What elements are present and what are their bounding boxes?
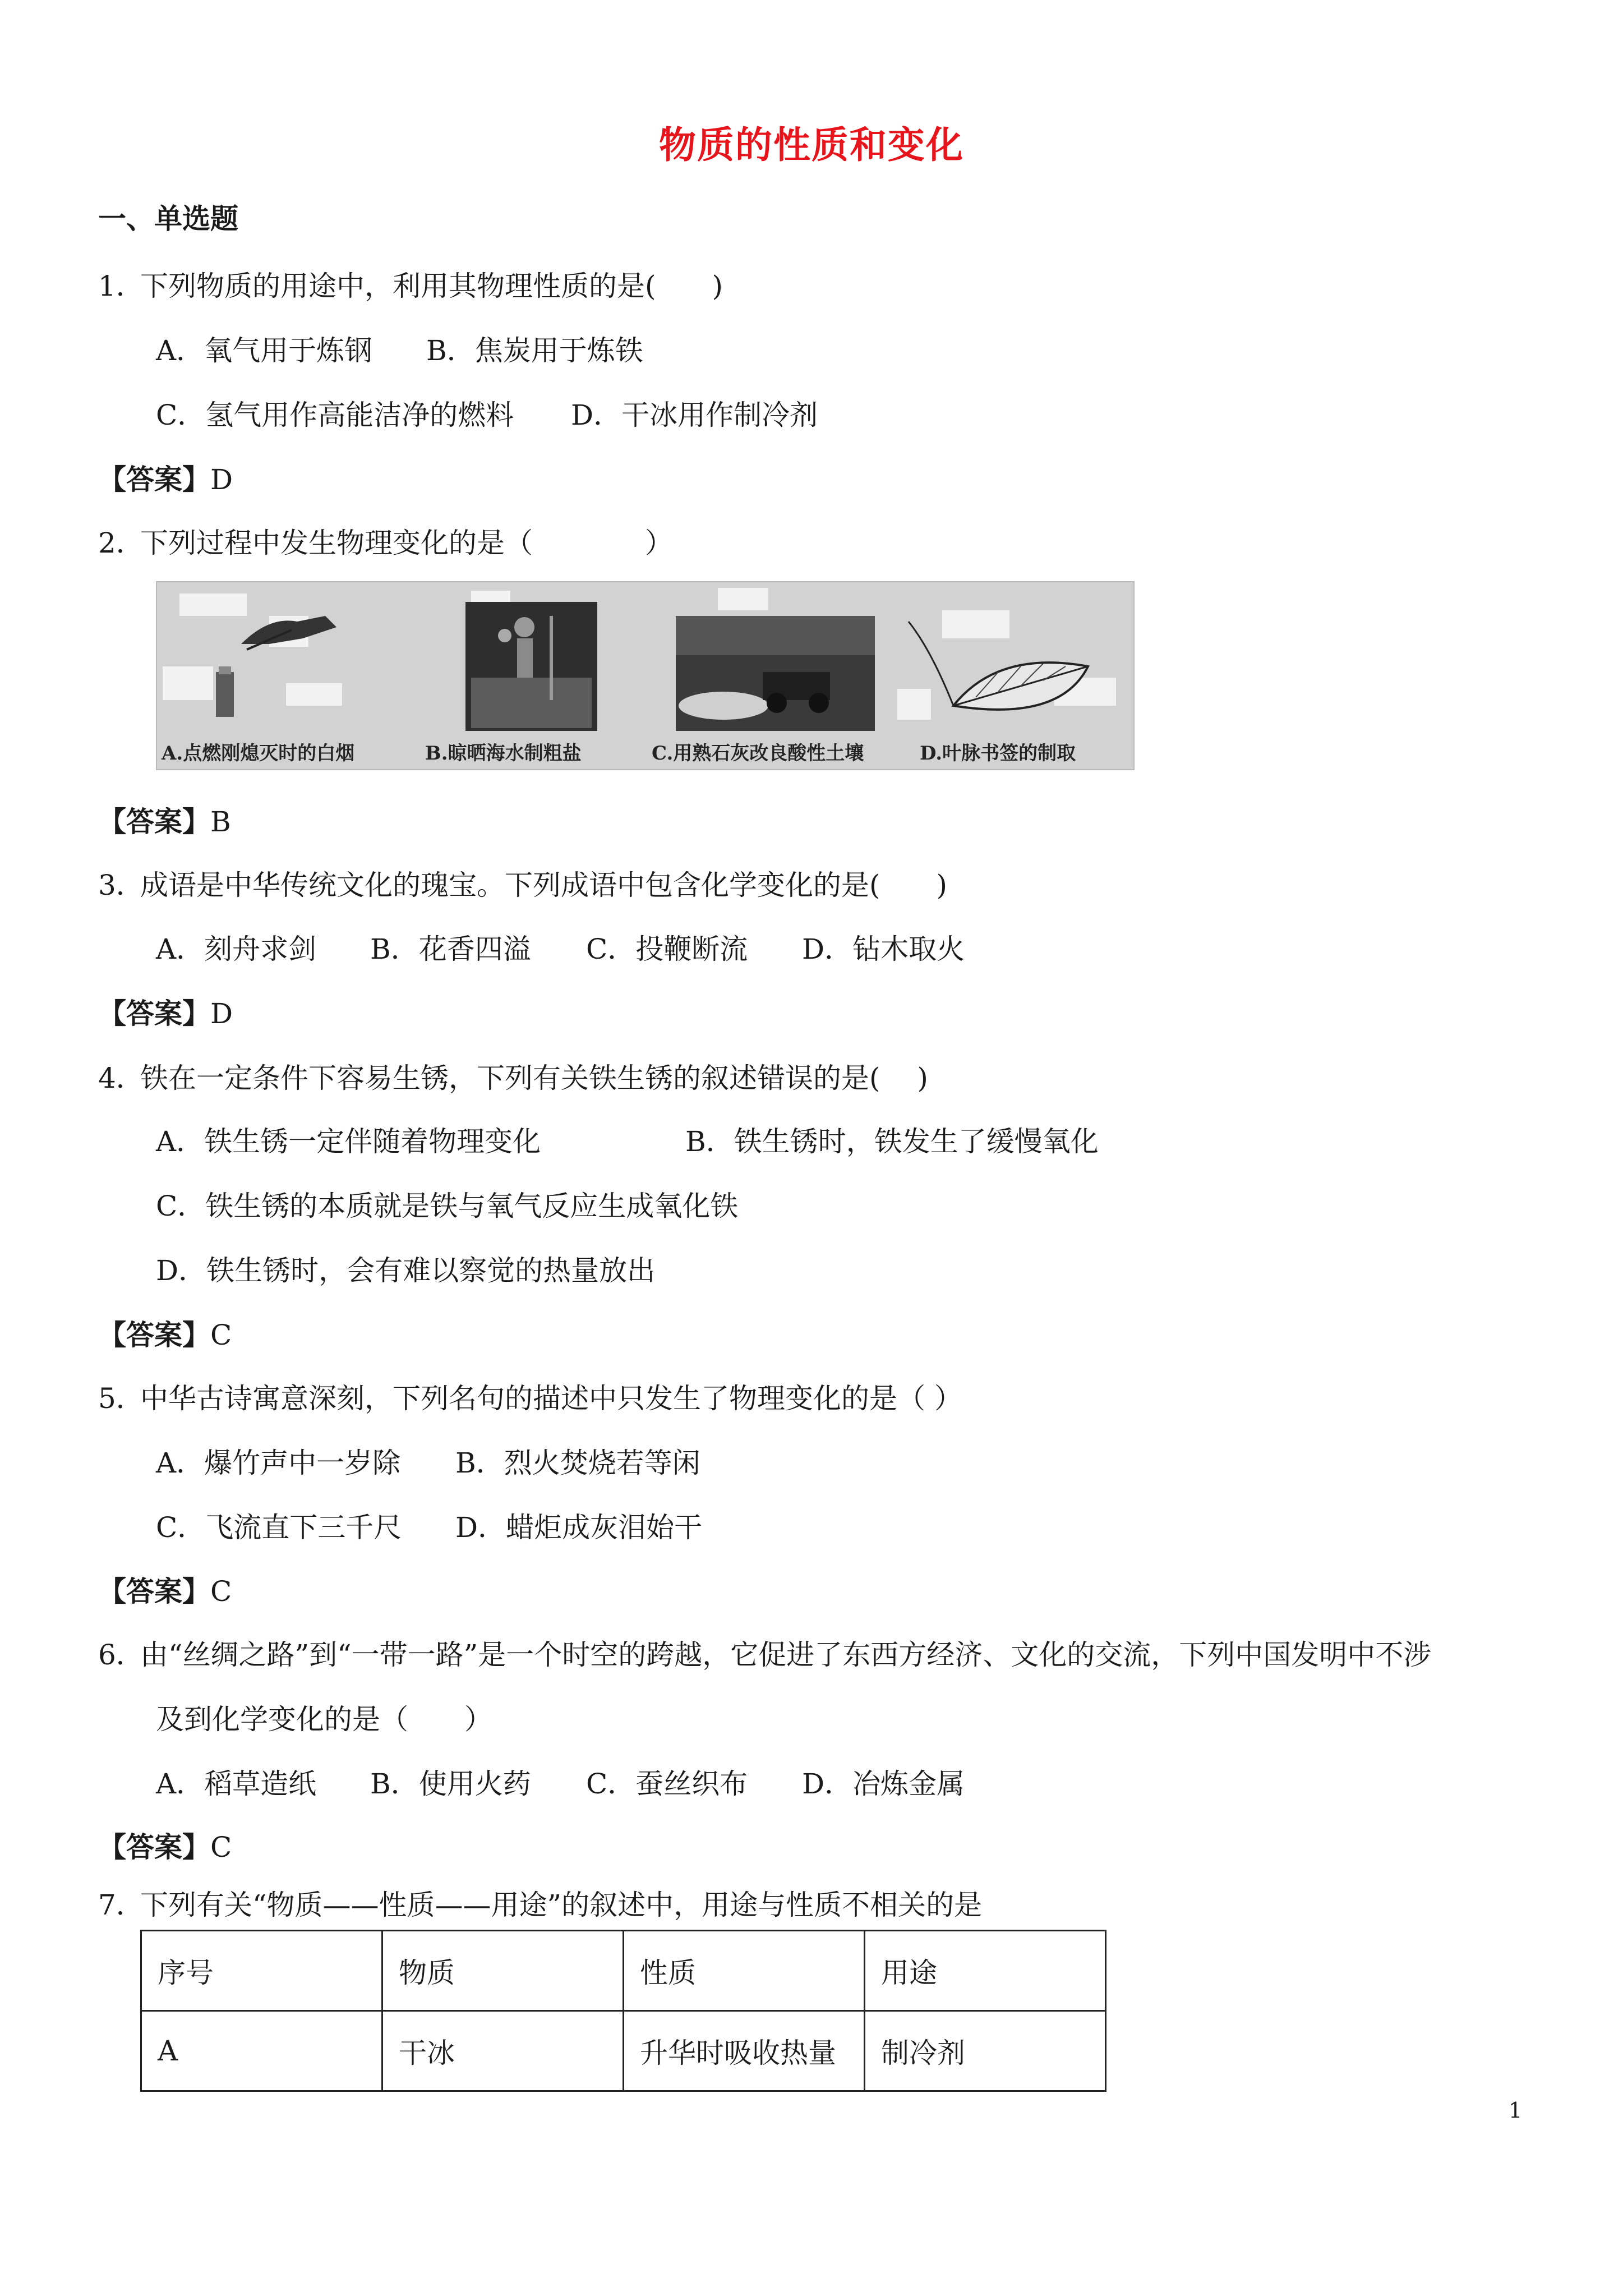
option-c: C．投鞭断流 — [586, 933, 748, 965]
option-b: B．铁生锈时，铁发生了缓慢氧化 — [685, 1125, 1099, 1158]
question-number: 1． — [98, 270, 144, 302]
option-d: D．钻木取火 — [802, 933, 965, 965]
answer-value: D — [210, 463, 233, 496]
question-number: 2． — [98, 527, 144, 559]
option-b: B．花香四溢 — [370, 933, 531, 965]
answer-value: C — [210, 1319, 232, 1351]
question-2 — [98, 521, 673, 561]
option-d: D．冶炼金属 — [802, 1768, 965, 1800]
answer-label: 【答案】 — [98, 1575, 210, 1608]
section-heading: 一、单选题 — [98, 202, 238, 235]
question-text: 下列有关“物质——性质——用途”的叙述中，用途与性质不相关的是 — [140, 1889, 983, 1921]
page-number: 1 — [1509, 2098, 1523, 2123]
figure-caption-d: D.叶脉书签的制取 — [920, 742, 1076, 765]
figure-caption-b: B.晾晒海水制粗盐 — [425, 742, 582, 765]
table-cell: 制冷剂 — [865, 2011, 1106, 2091]
question-5 — [98, 1376, 962, 1416]
option-b: B．烈火焚烧若等闲 — [455, 1447, 700, 1479]
question-number: 4． — [98, 1062, 144, 1094]
question-7 — [98, 1883, 982, 1923]
option-d: D．铁生锈时，会有难以察觉的热量放出 — [156, 1254, 656, 1287]
question-number: 5． — [98, 1382, 144, 1415]
question-1 — [98, 264, 723, 304]
answer-label: 【答案】 — [98, 463, 210, 496]
option-a: A．刻舟求剑 — [156, 933, 317, 965]
question-text: 下列物质的用途中，利用其物理性质的是( ) — [140, 270, 723, 302]
answer-label: 【答案】 — [98, 1318, 210, 1351]
answer-5 — [98, 1569, 232, 1609]
option-d: D．蜡炬成灰泪始干 — [455, 1511, 703, 1544]
soil-photo — [676, 616, 875, 731]
question-2-figure — [156, 581, 1135, 770]
figure-caption-a: A.点燃刚熄灭时的白烟 — [162, 742, 355, 765]
answer-value: C — [210, 1831, 232, 1864]
question-4 — [98, 1056, 928, 1096]
option-a: A．铁生锈一定伴随着物理变化 — [156, 1125, 541, 1158]
answer-2 — [98, 799, 231, 840]
question-text: 下列过程中发生物理变化的是（ ） — [140, 527, 673, 559]
option-b: B．焦炭用于炼铁 — [426, 334, 643, 367]
question-text: 由“丝绸之路”到“一带一路”是一个时空的跨越，它促进了东西方经济、文化的交流，下列中国发明中不涉 — [140, 1639, 1432, 1671]
question-7-table — [140, 1930, 1106, 2092]
figure-caption-c: C.用熟石灰改良酸性土壤 — [652, 742, 864, 765]
question-6-continuation: 及到化学变化的是（ ） — [156, 1703, 492, 1736]
answer-label: 【答案】 — [98, 805, 210, 838]
table-cell: A — [141, 2011, 382, 2091]
question-number: 3． — [98, 869, 144, 901]
option-b: B．使用火药 — [370, 1768, 531, 1800]
answer-label: 【答案】 — [98, 1830, 210, 1864]
table-header-row — [141, 1931, 1106, 2011]
table-header-cell: 性质 — [624, 1931, 865, 2011]
question-text: 成语是中华传统文化的瑰宝。下列成语中包含化学变化的是( ) — [140, 869, 948, 901]
answer-4 — [98, 1313, 232, 1353]
table-row — [141, 2011, 1106, 2091]
option-a: A．爆竹声中一岁除 — [156, 1447, 401, 1479]
table-cell: 升华时吸收热量 — [624, 2011, 865, 2091]
option-a: A．稻草造纸 — [156, 1768, 317, 1800]
answer-label: 【答案】 — [98, 997, 210, 1030]
answer-value: B — [210, 806, 231, 838]
answer-6 — [98, 1825, 232, 1865]
table-header-cell: 物质 — [382, 1931, 624, 2011]
answer-1 — [98, 457, 233, 498]
question-6 — [98, 1632, 1431, 1673]
option-c: C．氢气用作高能洁净的燃料 — [156, 399, 514, 431]
question-3 — [98, 863, 947, 903]
option-c: C．铁生锈的本质就是铁与氧气反应生成氧化铁 — [156, 1190, 739, 1222]
table-cell: 干冰 — [382, 2011, 624, 2091]
answer-value: D — [210, 997, 233, 1030]
question-number: 7． — [98, 1889, 144, 1921]
question-number: 6． — [98, 1639, 144, 1671]
table-header-cell: 用途 — [865, 1931, 1106, 2011]
question-text: 中华古诗寓意深刻，下列名句的描述中只发生了物理变化的是（ ） — [140, 1382, 962, 1415]
option-d: D．干冰用作制冷剂 — [571, 399, 818, 431]
option-c: C．飞流直下三千尺 — [156, 1511, 402, 1544]
answer-3 — [98, 991, 233, 1032]
question-text: 铁在一定条件下容易生锈，下列有关铁生锈的叙述错误的是( ) — [140, 1062, 928, 1094]
table-header-cell: 序号 — [141, 1931, 382, 2011]
option-c: C．蚕丝织布 — [586, 1768, 748, 1800]
document-title: 物质的性质和变化 — [659, 123, 964, 167]
answer-value: C — [210, 1575, 232, 1608]
sea-salt-photo — [465, 602, 597, 731]
option-a: A．氧气用于炼钢 — [156, 334, 373, 367]
